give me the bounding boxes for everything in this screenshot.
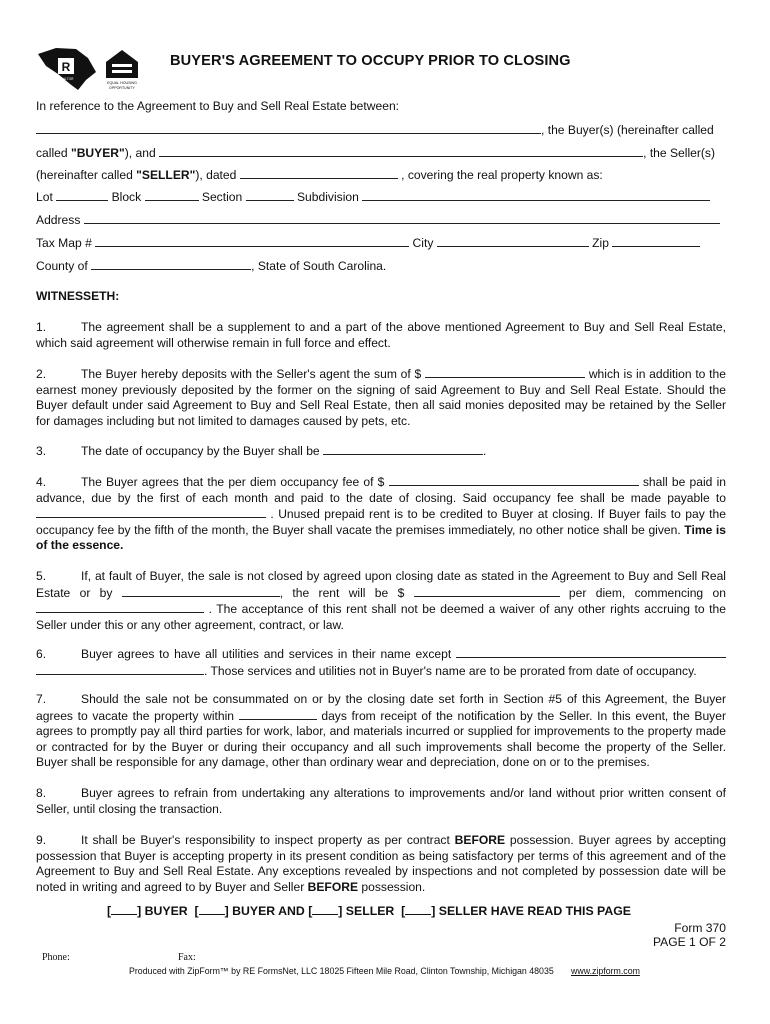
fax-label: Fax:	[178, 952, 196, 963]
produced-by-text: Produced with ZipForm™ by RE FormsNet, LLC 18025 Fifteen Mile Road, Clinton Township, Michigan 48035	[129, 966, 554, 976]
payable-to-field[interactable]	[36, 506, 266, 518]
county-line: County of , State of South Carolina.	[36, 259, 387, 273]
zip-field[interactable]	[612, 235, 700, 247]
seller-initial-1[interactable]	[312, 903, 338, 915]
paragraph-5: 5. If, at fault of Buyer, the sale is not closed by agreed upon closing date as stated in the Agreement to Buy and Sell Real Estate or by , the rent will be $ per diem, commencing on . The acceptance of this rent shall not be deemed a waiver of any other rights accruing to the Seller under this or any other agreement, contract, or law.	[36, 569, 726, 632]
address-line: Address	[36, 212, 726, 228]
occupancy-fee-field[interactable]	[389, 474, 639, 486]
seller-names-field[interactable]	[159, 145, 643, 157]
form-number: Form 370	[674, 921, 726, 935]
subdivision-field[interactable]	[362, 189, 710, 201]
lot-field[interactable]	[56, 189, 108, 201]
logos	[36, 44, 146, 92]
paragraph-3: 3. The date of occupancy by the Buyer shall be .	[36, 444, 487, 458]
paragraph-7: 7. Should the sale not be consummated on or by the closing date set forth in Section #5 of this Agreement, the Buyer agrees to vacate the property within days from receipt of the notification by the Seller. In this event, the Buyer agrees to promptly pay all third parties for work, labor, and materials incurred or supplied for improvements to the property made or contracted for by the Buyer or during their occupancy and all such improvements shall become the property of the Seller. Buyer shall be responsible for any damage, other than ordinary wear and depreciation, done on or to the premises.	[36, 692, 726, 770]
county-field[interactable]	[91, 258, 251, 270]
paragraph-1: 1. The agreement shall be a supplement to and a part of the above mentioned Agreement to Buy and Sell Real Estate, which said agreement will otherwise remain in full force and effect.	[36, 320, 726, 350]
utilities-except-field[interactable]	[456, 646, 726, 658]
occupancy-date-field[interactable]	[323, 443, 483, 455]
section-field[interactable]	[246, 189, 294, 201]
lot-line: Lot Block Section Subdivision	[36, 189, 726, 205]
paragraph-2: 2. The Buyer hereby deposits with the Seller's agent the sum of $ which is in addition to the earnest money previously deposited by the former on the signing of said Agreement to Buy and Sell Real Estate. Should the Buyer default under said Agreement to Buy and Sell Real Estate, then all said monies deposited may be retained by the Seller for damages including but not limited to damages caused by pets, etc.	[36, 367, 726, 428]
witnesseth-heading: WITNESSETH:	[36, 289, 120, 303]
seller-line: called "BUYER"), and , the Seller(s)	[36, 146, 716, 160]
south-carolina-realtor-logo	[38, 48, 96, 90]
dated-line: (hereinafter called "SELLER"), dated , covering the real property known as:	[36, 168, 603, 182]
city-field[interactable]	[437, 235, 589, 247]
reference-line: In reference to the Agreement to Buy and Sell Real Estate between:	[36, 99, 400, 113]
buyer-initial-1[interactable]	[111, 903, 137, 915]
address-field[interactable]	[84, 212, 720, 224]
seller-initial-2[interactable]	[405, 903, 431, 915]
svg-text:REALTOR: REALTOR	[58, 77, 74, 81]
svg-text:OPPORTUNITY: OPPORTUNITY	[109, 86, 135, 90]
buyer-names-field[interactable]	[36, 122, 541, 134]
closing-by-field[interactable]	[122, 585, 280, 597]
page-number: PAGE 1 OF 2	[652, 935, 726, 949]
buyer-initial-2[interactable]	[199, 903, 225, 915]
block-field[interactable]	[145, 189, 199, 201]
equal-housing-icon	[106, 50, 138, 90]
read-acknowledgement: [ ] BUYER [ ] BUYER AND [ ] SELLER [ ] SELLER HAVE READ THIS PAGE	[107, 904, 631, 918]
taxmap-line: Tax Map # City Zip	[36, 235, 726, 251]
paragraph-6: 6. Buyer agrees to have all utilities and services in their name except . Those services and utilities not in Buyer's name are to be prorated from date of occupancy.	[36, 646, 726, 679]
paragraph-9: 9. It shall be Buyer's responsibility to inspect property as per contract BEFORE possession. Buyer agrees by accepting possession that Buyer is accepting property in its present condition as being satisfactory per terms of this agreement and of the Agreement to Buy and Sell Real Estate. Any exceptions revealed by inspections and not completed by possession date will be noted in writing and agreed to by Buyer and Seller BEFORE possession.	[36, 833, 726, 894]
page-title: BUYER'S AGREEMENT TO OCCUPY PRIOR TO CLOSING	[170, 53, 571, 69]
svg-text:R: R	[61, 60, 71, 74]
dated-field[interactable]	[240, 167, 398, 179]
paragraph-8: 8. Buyer agrees to refrain from undertaking any alterations to improvements and/or land without prior written consent of Seller, until closing the transaction.	[36, 786, 726, 816]
zipform-link[interactable]: www.zipform.com	[571, 966, 640, 976]
deposit-amount-field[interactable]	[425, 366, 585, 378]
vacate-days-field[interactable]	[239, 708, 317, 720]
paragraph-4: 4. The Buyer agrees that the per diem occupancy fee of $ shall be paid in advance, due by the first of each month and paid to the date of closing. Said occupancy fee shall be made payable to . Unused prepaid rent is to be credited to Buyer at closing. If Buyer fails to pay the occupancy fee by the fifth of the month, the Buyer shall vacate the premises immediately, no other notice shall be given. Time is of the essence.	[36, 475, 726, 553]
buyer-line: , the Buyer(s) (hereinafter called	[36, 122, 726, 138]
utilities-except-field-2[interactable]	[36, 663, 204, 675]
taxmap-field[interactable]	[95, 235, 409, 247]
commencing-on-field[interactable]	[36, 601, 204, 613]
svg-text:EQUAL HOUSING: EQUAL HOUSING	[107, 81, 137, 85]
rent-amount-field[interactable]	[414, 585, 560, 597]
phone-label: Phone:	[42, 952, 70, 963]
